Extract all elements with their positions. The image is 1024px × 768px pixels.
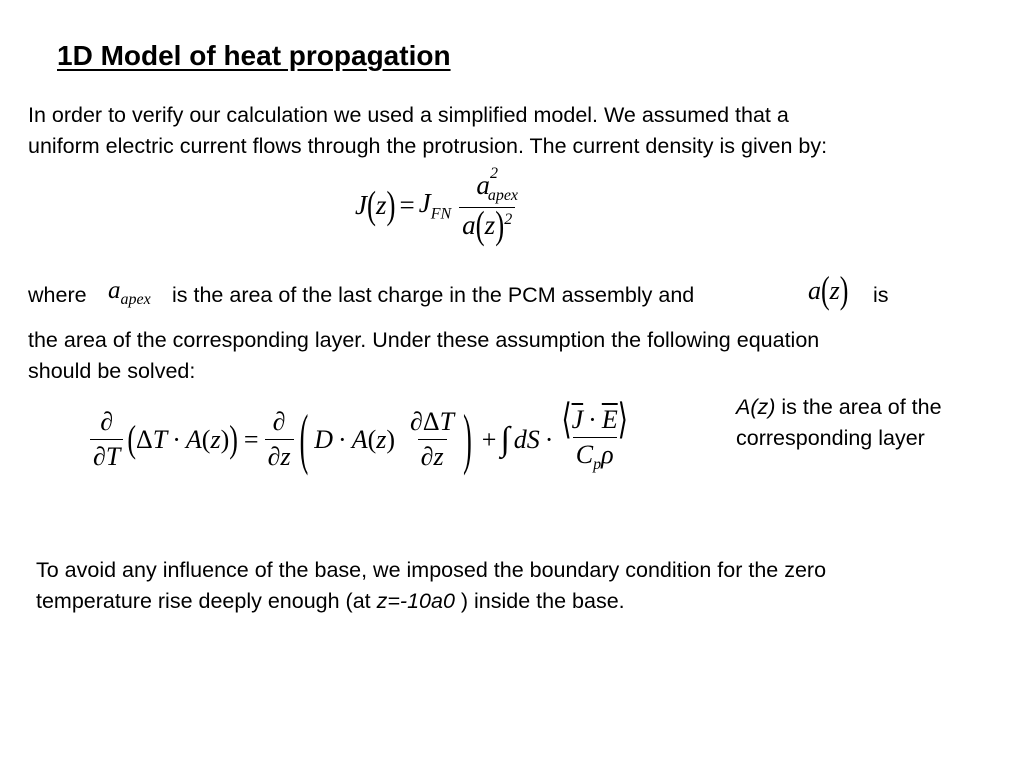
- side-note-italic: A(z): [736, 395, 776, 419]
- where-end-text: is: [873, 283, 889, 307]
- where-middle-text: is the area of the last charge in the PCM assembly and: [172, 283, 695, 307]
- slide-title: 1D Model of heat propagation: [57, 40, 451, 71]
- a-of-z-symbol: a(z): [808, 269, 849, 312]
- layer-line-1: the area of the corresponding layer. Under these assumption the following equation: [28, 328, 820, 352]
- current-density-equation: J ( z ) = $J_{FN}$ $\frac{a_{apex}^2}{a(z)^2}$: [355, 165, 519, 247]
- side-note-line-2: corresponding layer: [736, 426, 925, 450]
- a-apex-symbol: $a_{apex}$: [108, 277, 151, 308]
- where-word: where: [28, 283, 87, 307]
- heat-equation: $\frac{\partial}{\partial T}$ ( Δ T · A ( z ) ) = $\frac{\partial}{\partial z}$ ( D · A ( z ) $\frac{\partial\Delta T}{\partial z}$ ) + ∫ dS · $\frac{⟨\overline{J} \cdot \overline{E}⟩}{C_p\rho}$: [90, 405, 631, 474]
- boundary-line-2-start: temperature rise deeply enough (at: [36, 589, 377, 613]
- boundary-line-1: To avoid any influence of the base, we imposed the boundary condition for the zero: [36, 558, 827, 582]
- intro-line-1: In order to verify our calculation we used a simplified model. We assumed that a: [28, 103, 789, 127]
- boundary-line-2-end: ) inside the base.: [454, 589, 625, 613]
- boundary-value: z=-10a0: [376, 589, 455, 613]
- layer-line-2: should be solved:: [28, 359, 196, 383]
- side-note-line-1: [736, 392, 942, 422]
- boundary-line-2: [36, 586, 625, 616]
- side-note-rest: is the area of the: [775, 395, 942, 419]
- intro-line-2: uniform electric current flows through the protrusion. The current density is given by:: [28, 134, 828, 158]
